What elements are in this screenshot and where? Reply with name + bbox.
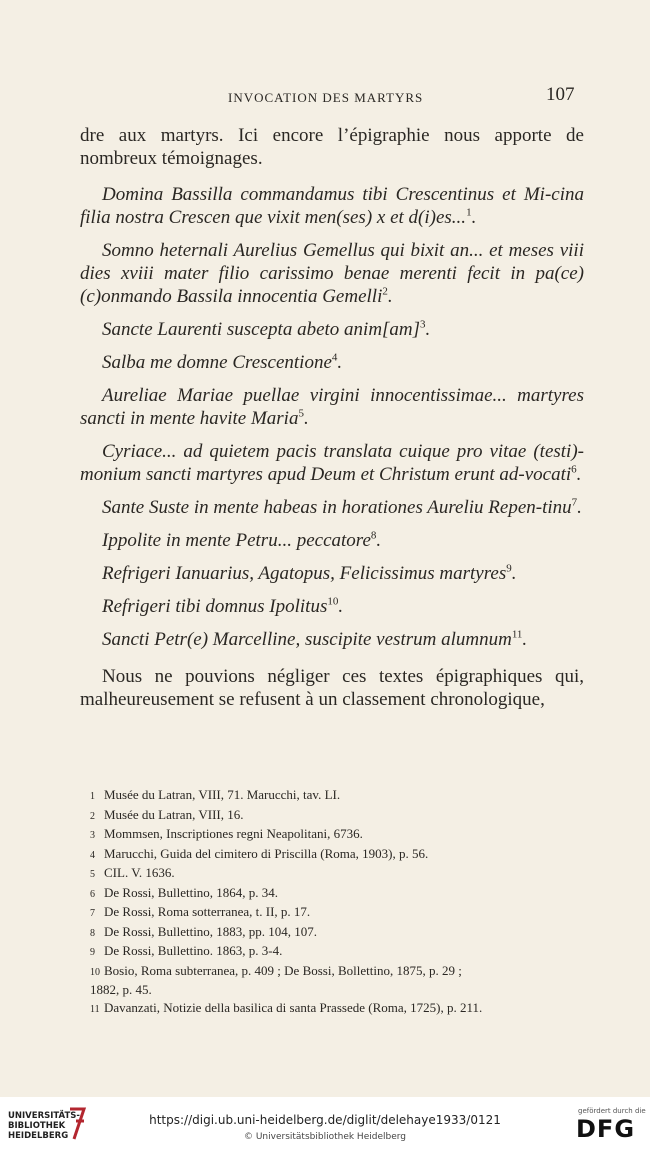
quote-7: Sante Suste in mente habeas in horationes Aureliu Repen-tinu$^7$. xyxy=(102,496,582,518)
footnote-11: 11 Davanzati, Notizie della basilica di santa Prassede (Roma, 1725), p. 211. xyxy=(90,999,483,1015)
footnote-1: 1 Musée du Latran, VIII, 71. Marucchi, tav. LI. xyxy=(90,787,341,802)
quote-11: Sancti Petr(e) Marcelline, suscipite vestrum alumnum$^{11}$. xyxy=(102,628,528,650)
copyright: © Universitätsbibliothek Heidelberg xyxy=(243,1132,406,1142)
footnote-9: 9 De Rossi, Bullettino. 1863, p. 3-4. xyxy=(90,943,283,958)
quote-10: Refrigeri tibi domnus Ipolitus$^{10}$. xyxy=(102,595,344,617)
footnote-ref[interactable]: 6 xyxy=(571,463,577,476)
footnote-ref[interactable]: 7 xyxy=(571,496,578,509)
quote-4: Salba me domne Crescentione$^4$. xyxy=(102,351,343,373)
footnote-3: 3 Mommsen, Inscriptiones regni Neapolitani, 6736. xyxy=(90,826,363,841)
quote-1: Domina Bassilla commandamus tibi Crescentinus et Mi-cina filia nostra Crescen que vixit men(ses) x et d(i)es...$^1$. xyxy=(80,184,584,228)
footnote-7: 7 De Rossi, Roma sotterranea, t. II, p. 17. xyxy=(90,904,311,919)
footnote-5: 5 CIL. V. 1636. xyxy=(90,865,175,880)
page-header xyxy=(0,84,650,108)
footnote-2: 2 Musée du Latran, VIII, 16. xyxy=(90,806,244,822)
closing-paragraph: Nous ne pouvions négliger ces textes épigraphiques qui, malheureusement se refusent à un classement chronologique, xyxy=(80,666,584,710)
library-logo[interactable]: UNIVERSITÄTS- BIBLIOTHEK HEIDELBERG xyxy=(8,1111,80,1141)
footnote-ref[interactable]: 9 xyxy=(506,562,512,575)
footnote-4: 4 Marucchi, Guida del cimitero di Priscilla (Roma, 1903), p. 56. xyxy=(90,845,429,861)
footnote-6: 6 De Rossi, Bullettino, 1864, p. 34. xyxy=(90,884,279,900)
viewer-footer xyxy=(0,1097,650,1150)
page-number: 107 xyxy=(546,84,575,105)
footnote-ref[interactable]: 11 xyxy=(511,628,523,641)
intro-paragraph: dre aux martyrs. Ici encore l’épigraphie nous apporte de nombreux témoignages. xyxy=(80,125,584,169)
footnote-8: 8 De Rossi, Bullettino, 1883, pp. 104, 107. xyxy=(90,923,318,939)
footnote-ref[interactable]: 2 xyxy=(382,285,388,298)
footnote-ref[interactable]: 3 xyxy=(420,318,426,331)
footnote-ref[interactable]: 5 xyxy=(298,407,304,420)
footnote-ref[interactable]: 10 xyxy=(327,595,339,608)
quote-3: Sancte Laurenti suscepta abeto anim[am]$^3$. xyxy=(102,318,431,340)
footnote-10-continuation: 1882, p. 45. xyxy=(90,982,152,997)
quote-5: Aureliae Mariae puellae virgini innocentissimae... martyres sancti in mente havite Maria$^5$. xyxy=(80,385,584,429)
running-title: INVOCATION DES MARTYRS xyxy=(228,90,424,105)
funded-by-label: gefördert durch die xyxy=(578,1107,646,1115)
footnote-ref[interactable]: 4 xyxy=(331,351,338,364)
footnote-ref[interactable]: 8 xyxy=(370,529,377,542)
footnotes xyxy=(90,786,588,1018)
permalink-url[interactable]: https://digi.ub.uni-heidelberg.de/diglit/delehaye1933/0121 xyxy=(149,1113,501,1127)
footnote-10: 10 Bosio, Roma subterranea, p. 409 ; De Bossi, Bollettino, 1875, p. 29 ; xyxy=(90,962,462,978)
dfg-logo[interactable]: DFG xyxy=(576,1115,636,1143)
footnote-ref[interactable]: 1 xyxy=(466,206,472,219)
quote-2: Somno heternali Aurelius Gemellus qui bixit an... et meses viii dies xviii mater filio carissimo benae merenti fecit in pa(ce) (c)onmando Bassila innocentia Gemelli$^2$. xyxy=(80,240,584,307)
quote-8: Ippolite in mente Petru... peccatore$^8$. xyxy=(102,529,382,551)
quote-6: Cyriace... ad quietem pacis translata cuique pro vitae (testi)-monium sancti martyres apud Deum et Christum erunt ad-vocati$^6$. xyxy=(80,441,584,485)
page-body xyxy=(80,124,584,711)
quote-9: Refrigeri Ianuarius, Agatopus, Felicissimus martyres$^9$. xyxy=(102,562,517,584)
